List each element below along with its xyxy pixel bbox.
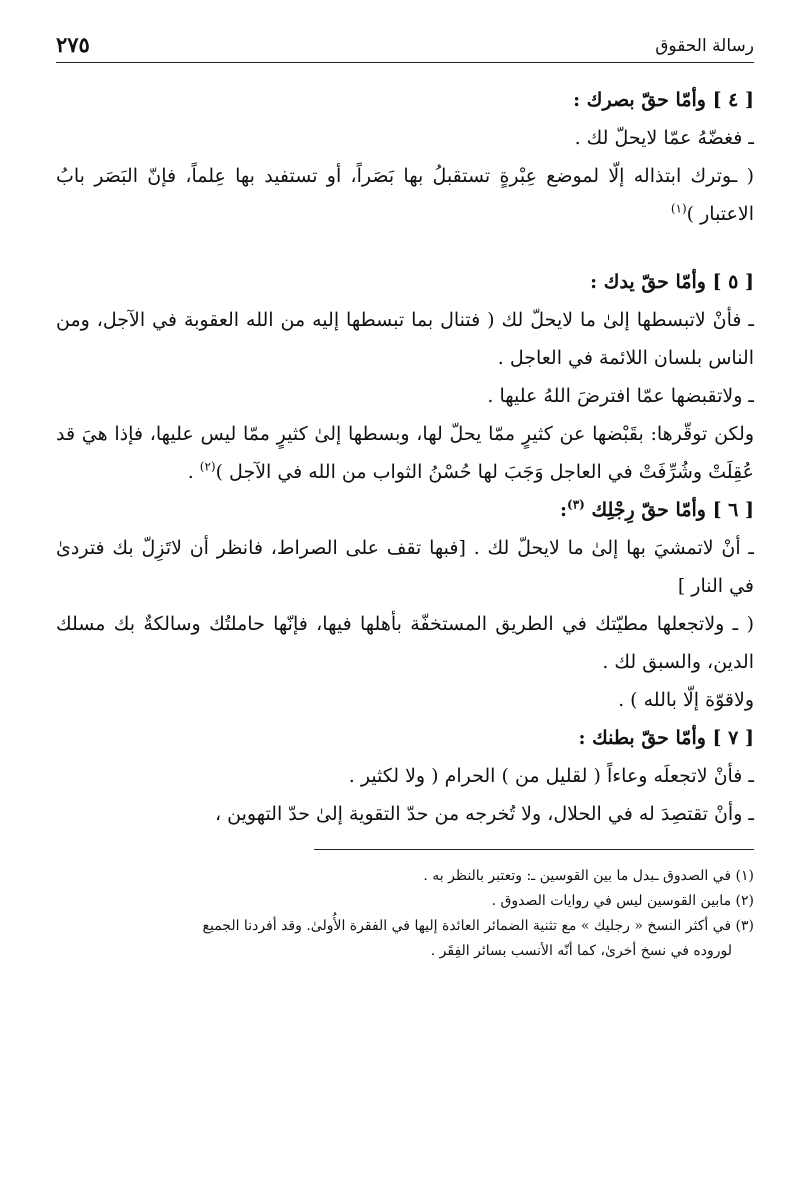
section-6-heading-end: : [560, 499, 568, 521]
section-4-line-1: ـ فغضّهُ عمّا لايحلّ لك . [574, 127, 754, 149]
section-4-line-2-text: ( ـوترك ابتذاله إلّا لموضع عِبْرةٍ تستقبلُ بها بَصَراً، أو تستفيد بها عِلماً، فإنّ البَصَر بابُ الاعتبار ) [56, 165, 754, 225]
section-5-line-3 [56, 415, 754, 491]
section-6-heading-text: [ ٦ ] وأمّا حقّ رِجْلِك [591, 499, 754, 521]
section-7-line-2: ـ وأنْ تقتصِدَ له في الحلال، ولا تُخرجه من حدّ التقوية إلىٰ حدّ التهوين ، [214, 803, 754, 825]
running-title: رسالة الحقوق [645, 36, 754, 56]
footnote-2: (٢) مابين القوسين ليس في روايات الصدوق . [491, 893, 754, 909]
footnote-ref-3: (٣) [567, 497, 585, 512]
footnote-1: (١) في الصدوق ـبدل ما بين القوسين ـ: وتعتبر بالنظر به . [423, 868, 754, 884]
section-5-line-3-end: . [187, 461, 194, 483]
section-5-heading: [ ٥ ] وأمّا حقّ يدك : [590, 271, 754, 293]
footnotes [56, 864, 754, 964]
section-6-line-2: ( ـ ولاتجعلها مطيّتك في الطريق المستخفّة بأهلها فيها، فإنّها حاملتُك وسالكةٌ بك مسلك الدين، والسبق لك . [56, 613, 754, 673]
section-4-heading: [ ٤ ] وأمّا حقّ بصرك : [573, 89, 754, 111]
section-spacer [56, 233, 754, 263]
page-number: ٢٧٥ [56, 32, 100, 57]
footnote-3-line-1: (٣) في أكثر النسخ « رجليك » مع تثنية الضمائر العائدة إليها في الفقرة الأُولىٰ. وقد أفردنا الجميع [202, 918, 754, 934]
section-6-line-3: ولاقوّة إلّا بالله ) . [618, 689, 754, 711]
page-header [56, 28, 754, 63]
footnote-3-line-2: لوروده في نسخ أخرىٰ، كما أنّه الأنسب بسائر الفِقَر . [430, 943, 732, 959]
section-5-line-2: ـ ولاتقبضها عمّا افترضَ اللهُ عليها . [487, 385, 754, 407]
section-7-heading: [ ٧ ] وأمّا حقّ بطنك : [578, 727, 754, 749]
section-4-line-2 [56, 157, 754, 233]
section-5-line-3-text: ولكن توقّرها: بقَبْضها عن كثيرٍ ممّا يحلّ لها، وبسطها إلىٰ كثيرٍ ممّا ليس عليها، فإذا هيَ قد عُقِلَتْ وشُرِّفَتْ في العاجل وَجَبَ لها حُسْنُ الثواب من الله في الآجل ) [56, 423, 754, 483]
main-text [56, 81, 754, 833]
footnote-ref-2: (٢) [199, 459, 216, 474]
section-5-line-1: ـ فأنْ لاتبسطها إلىٰ ما لايحلّ لك ( فتنال بما تبسطها إليه من الله العقوبة في الآجل، ومن الناس بلسان اللائمة في العاجل . [56, 309, 754, 369]
section-7-line-1: ـ فأنْ لاتجعلَه وعاءاً ( لقليل من ) الحرام ( ولا لكثير . [348, 765, 754, 787]
section-6-heading [56, 491, 754, 529]
page [56, 28, 754, 964]
footnote-ref-1: (١) [670, 201, 687, 216]
footnote-divider [314, 849, 754, 850]
section-6-line-1: ـ أنْ لاتمشيَ بها إلىٰ ما لايحلّ لك . [فبها تقف على الصراط، فانظر أن لاتَزِلّ بك فتردىٰ في النار ] [56, 537, 754, 597]
